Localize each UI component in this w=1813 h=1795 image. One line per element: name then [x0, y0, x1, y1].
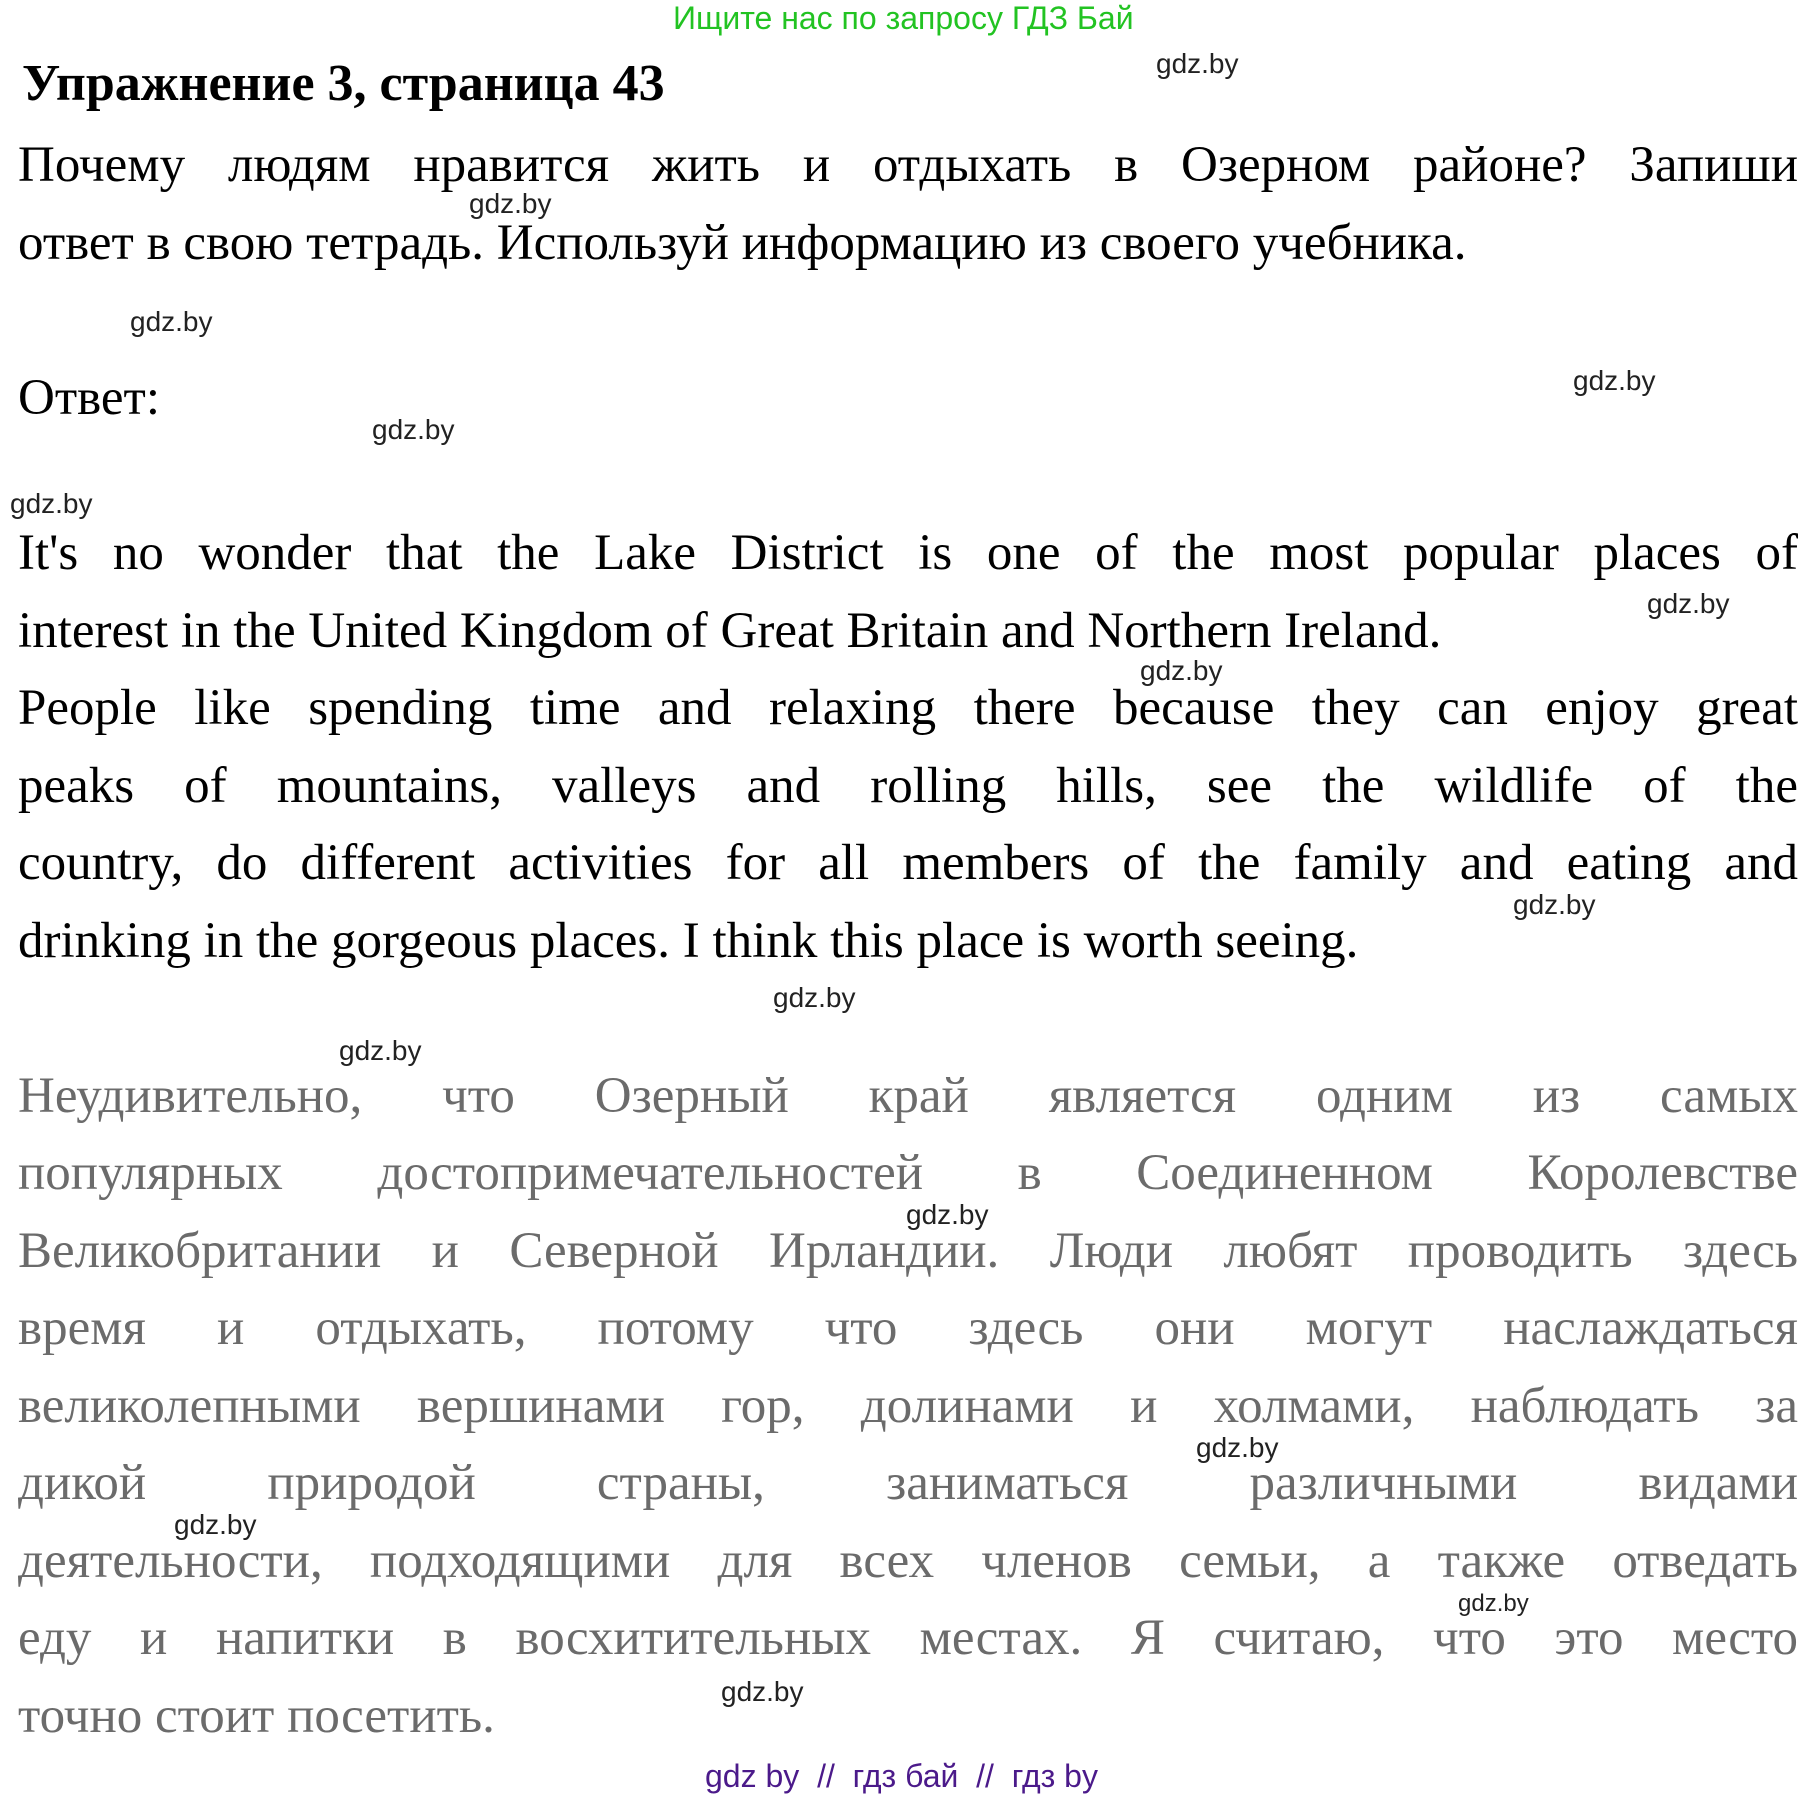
watermark: gdz.by [1513, 889, 1596, 920]
watermark: gdz.by [1196, 1432, 1279, 1463]
english-line-4: peaks of mountains, valleys and rolling hills, see the wildlife of the [18, 758, 1798, 814]
watermark: gdz.by [1573, 365, 1656, 396]
watermark: gdz.by [174, 1509, 257, 1540]
watermark: gdz.by [1140, 655, 1223, 686]
translation-line-9: точно стоит посетить. [18, 1688, 495, 1744]
watermark: gdz.by [773, 982, 856, 1013]
watermark: gdz.by [906, 1199, 989, 1230]
english-line-2: interest in the United Kingdom of Great Britain and Northern Ireland. [18, 603, 1442, 659]
watermark: gdz.by [721, 1676, 804, 1707]
translation-line-6: дикой природой страны, заниматься различными видами [18, 1455, 1798, 1511]
english-line-6: drinking in the gorgeous places. I think this place is worth seeing. [18, 913, 1359, 969]
watermark: gdz.by [130, 306, 213, 337]
page-title: Упражнение 3, страница 43 [22, 55, 665, 112]
watermark: gdz.by [1647, 588, 1730, 619]
english-line-5: country, do different activities for all members of the family and eating and [18, 835, 1798, 891]
watermark: gdz.by [1458, 1590, 1529, 1617]
english-line-1: It's no wonder that the Lake District is one of the most popular places of [18, 525, 1798, 581]
question-line-2: ответ в свою тетрадь. Используй информацию из своего учебника. [18, 215, 1467, 271]
watermark: gdz.by [372, 414, 455, 445]
watermark: gdz.by [339, 1035, 422, 1066]
answer-label: Ответ: [18, 370, 160, 426]
search-banner: Ищите нас по запросу ГДЗ Бай [673, 0, 1134, 36]
question-line-1: Почему людям нравится жить и отдыхать в Озерном районе? Запиши [18, 137, 1798, 193]
english-line-3: People like spending time and relaxing there because they can enjoy great [18, 680, 1798, 736]
translation-line-5: великолепными вершинами гор, долинами и холмами, наблюдать за [18, 1378, 1798, 1434]
watermark: gdz.by [10, 488, 93, 519]
translation-line-8: еду и напитки в восхитительных местах. Я считаю, что это место [18, 1610, 1798, 1666]
footer-links: gdz by // гдз бай // гдз by [705, 1758, 1098, 1794]
translation-line-2: популярных достопримечательностей в Соединенном Королевстве [18, 1145, 1798, 1201]
watermark: gdz.by [1156, 48, 1239, 79]
translation-line-7: деятельности, подходящими для всех членов семьи, а также отведать [18, 1533, 1798, 1589]
translation-line-3: Великобритании и Северной Ирландии. Люди любят проводить здесь [18, 1223, 1798, 1279]
translation-line-1: Неудивительно, что Озерный край является одним из самых [18, 1068, 1798, 1124]
translation-line-4: время и отдыхать, потому что здесь они могут наслаждаться [18, 1300, 1798, 1356]
watermark: gdz.by [469, 188, 552, 219]
